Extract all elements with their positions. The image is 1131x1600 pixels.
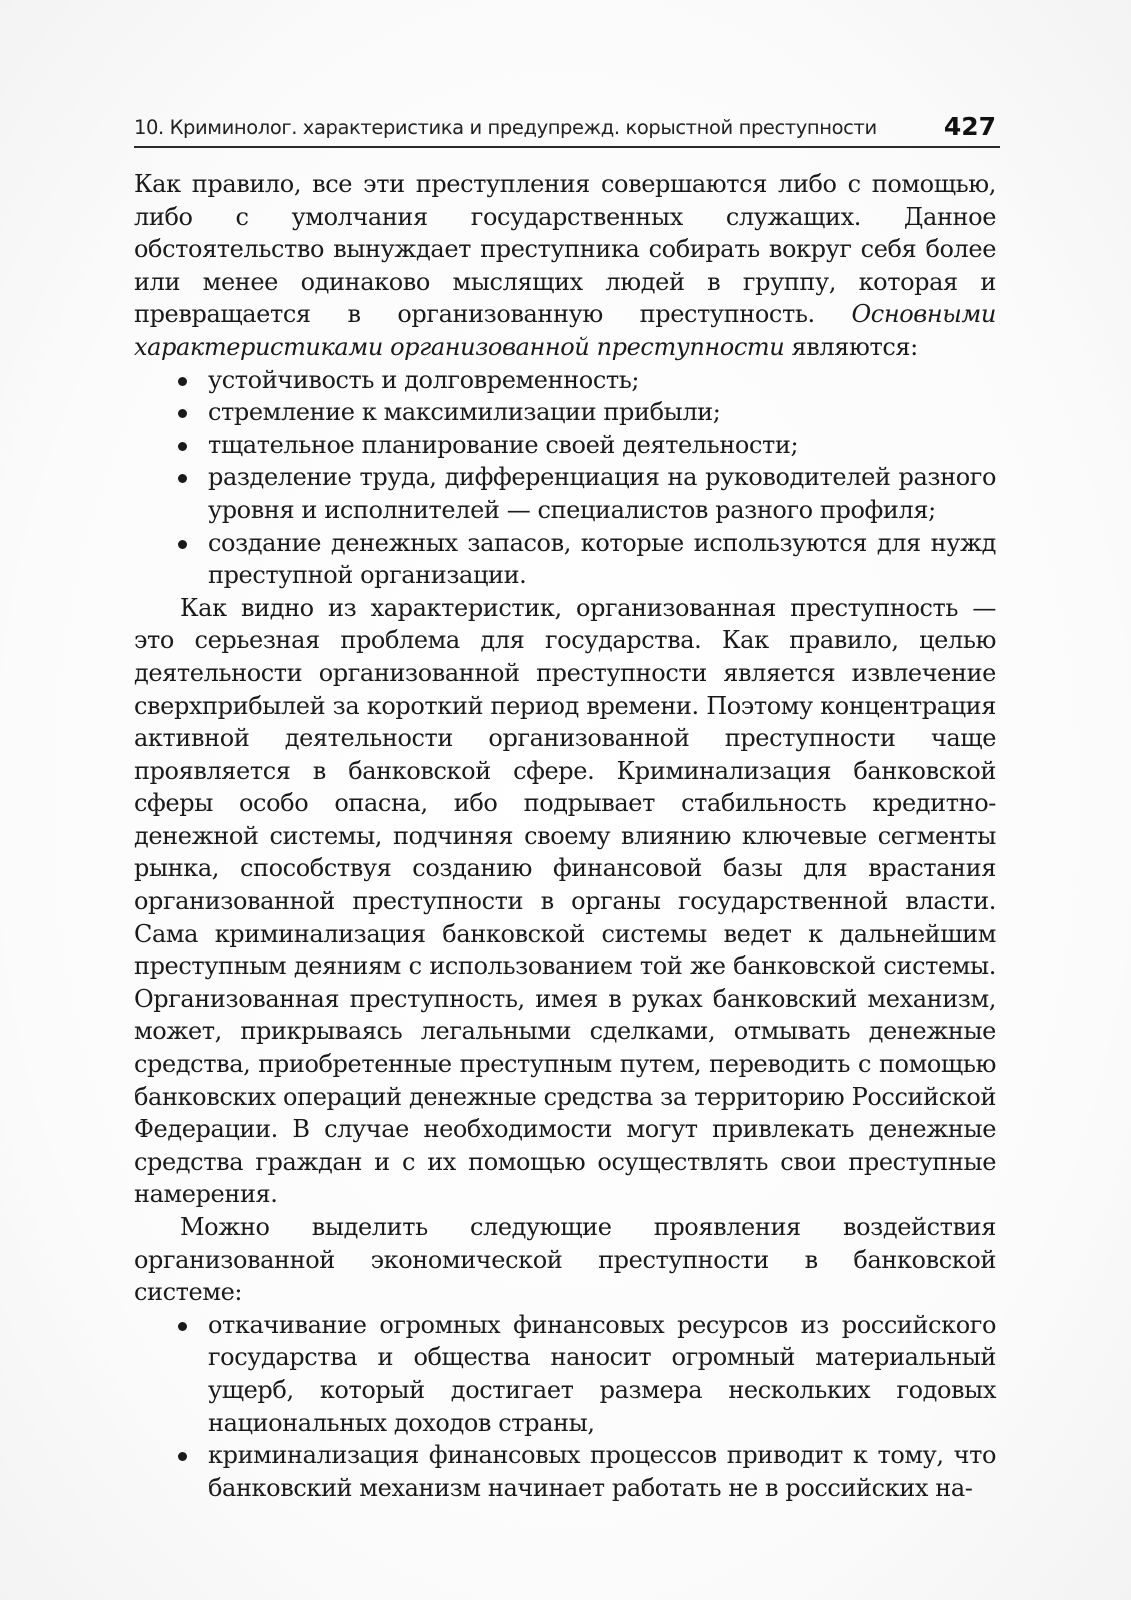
running-header-title: 10. Криминолог. характеристика и предупрежд. корыстной преступности <box>134 116 877 139</box>
paragraph-intro-emphasis: Основными характеристиками организованной преступности <box>134 300 996 361</box>
page-body <box>134 168 996 1504</box>
paragraph-manifestations: Можно выделить следующие проявления воздействия организованной экономической преступности в банковской системе: <box>134 1213 996 1307</box>
list-item: создание денежных запасов, которые используются для нужд преступной организации. <box>208 527 996 592</box>
paragraph-banking: Как видно из характеристик, организованная преступность — это серьезная проблема для государства. Как правило, целью деятельности организованной преступности является извлечение сверхприбылей за короткий период времени. Поэтому концентрация активной деятельности организованной преступности чаще проявляется в банковской сфере. Криминализация банковской сферы особо опасна, ибо подрывает стабильность кредитно-денежной системы, подчиняя своему влиянию ключевые сегменты рынка, способствуя созданию финансовой базы для врастания организованной преступности в органы государственной власти. Сама криминализация банковской системы ведет к дальнейшим преступным деяниям с использованием той же банковской системы. Организованная преступность, имея в руках банковский механизм, может, прикрываясь легальными сделками, отмывать денежные средства, приобретенные преступным путем, переводить с помощью банковских операций денежные средства за территорию Российской Федерации. В случае необходимости могут привлекать денежные средства граждан и с их помощью осуществлять свои преступные намерения. <box>134 593 996 1209</box>
characteristics-list <box>134 364 996 592</box>
list-item: откачивание огромных финансовых ресурсов из российского государства и общества наносит огромный материальный ущерб, который достигает размера нескольких годовых национальных доходов страны, <box>208 1309 996 1439</box>
paragraph-intro <box>134 168 996 364</box>
list-item: разделение труда, дифференциация на руководителей разного уровня и исполнителей — специалистов разного профиля; <box>208 461 996 526</box>
paragraph-intro-text: Как правило, все эти преступления совершаются либо с помощью, либо с умолчания государственных служащих. Данное обстоятельство вынуждает преступника собирать вокруг себя более или менее одинаково мыслящих людей в группу, которая и превращается в организованную преступность. <box>134 170 996 329</box>
list-item: криминализация финансовых процессов приводит к тому, что банковский механизм начинает работать не в российских на- <box>208 1439 996 1504</box>
paragraph-intro-tail: являются: <box>784 332 918 361</box>
list-item: тщательное планирование своей деятельности; <box>208 429 996 462</box>
list-item: стремление к максимилизации прибыли; <box>208 396 996 429</box>
running-header <box>134 112 1000 148</box>
manifestations-list <box>134 1309 996 1505</box>
list-item: устойчивость и долговременность; <box>208 364 996 397</box>
page-number: 427 <box>943 112 996 141</box>
